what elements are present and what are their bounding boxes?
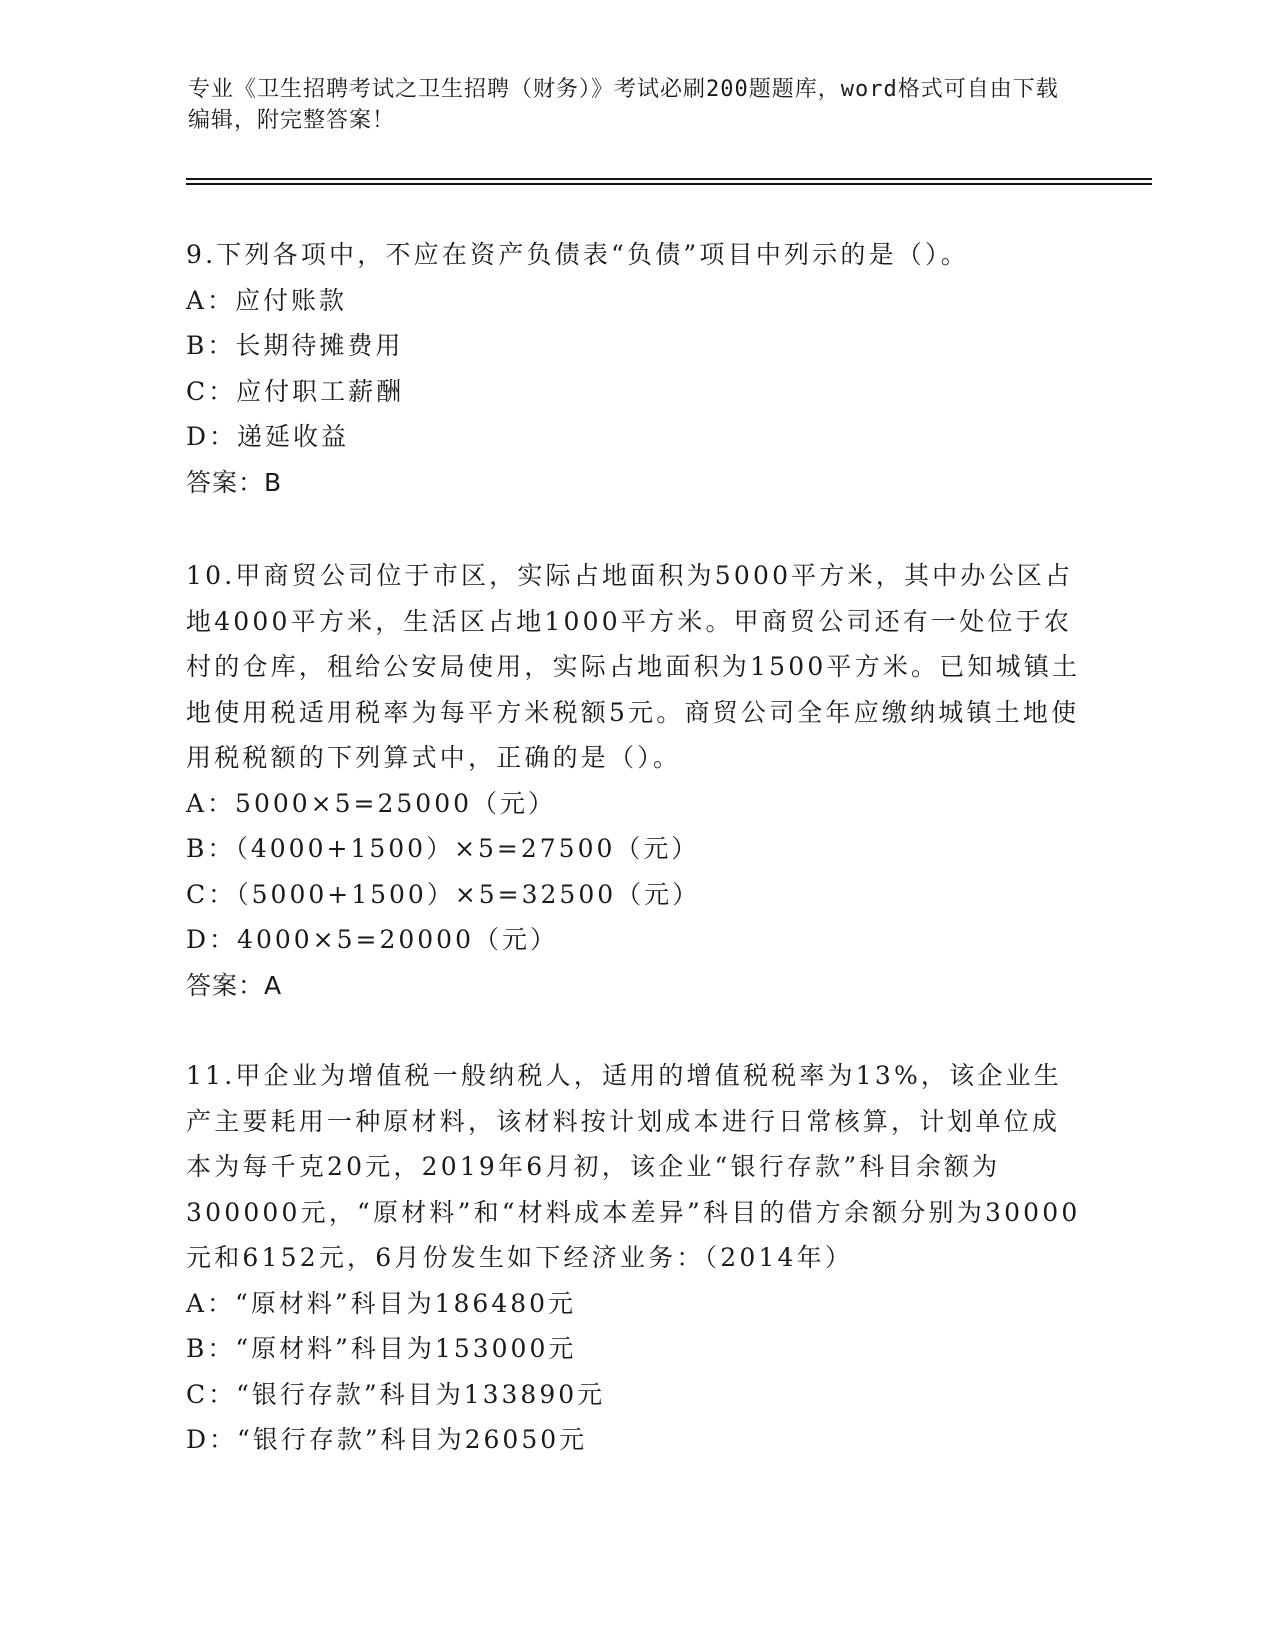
option-b: B：（4000+1500）×5=27500（元） xyxy=(186,834,700,863)
option-d: D：4000×5=20000（元） xyxy=(186,925,558,954)
question-stem: 10.甲商贸公司位于市区，实际占地面积为5000平方米，其中办公区占地4000平方米，生活区占地1000平方米。甲商贸公司还有一处位于农村的仓库，租给公安局使用，实际占地面积为1500平方米。已知城镇土地使用税适用税率为每平方米税额5元。商贸公司全年应缴纳城镇土地使用税税额的下列算式中，正确的是（）。 xyxy=(186,561,1081,772)
option-d: D：递延收益 xyxy=(186,422,350,451)
answer-line: 答案：B xyxy=(186,467,283,497)
question-stem: 11.甲企业为增值税一般纳税人，适用的增值税税率为13%，该企业生产主要耗用一种原材料，该材料按计划成本进行日常核算，计划单位成本为每千克20元，2019年6月初，该企业“银行存款”科目余额为300000元，“原材料”和“材料成本差异”科目的借方余额分别为30000元和6152元，6月份发生如下经济业务：（2014年） xyxy=(186,1061,1081,1272)
option-d: D：“银行存款”科目为26050元 xyxy=(186,1425,588,1454)
question-11 xyxy=(186,1053,1086,1463)
question-10 xyxy=(186,553,1086,1008)
question-stem: 9.下列各项中，不应在资产负债表“负债”项目中列示的是（）。 xyxy=(186,240,969,269)
question-9 xyxy=(186,232,1086,505)
option-b: B：长期待摊费用 xyxy=(186,331,404,360)
header-divider-bottom xyxy=(186,183,1152,185)
option-a: A：5000×5=25000（元） xyxy=(186,788,557,818)
document-header: 专业《卫生招聘考试之卫生招聘（财务）》考试必刷200题题库，word格式可自由下载编辑，附完整答案！ xyxy=(188,77,1059,133)
option-b: B：“原材料”科目为153000元 xyxy=(186,1334,577,1363)
option-c: C：（5000+1500）×5=32500（元） xyxy=(186,879,701,909)
option-c: C：应付职工薪酬 xyxy=(186,376,405,406)
option-a: A：“原材料”科目为186480元 xyxy=(186,1288,577,1318)
option-a: A：应付账款 xyxy=(186,285,348,315)
answer-line: 答案：A xyxy=(186,970,283,1000)
option-c: C：“银行存款”科目为133890元 xyxy=(186,1379,606,1409)
header-divider-top xyxy=(186,178,1152,180)
